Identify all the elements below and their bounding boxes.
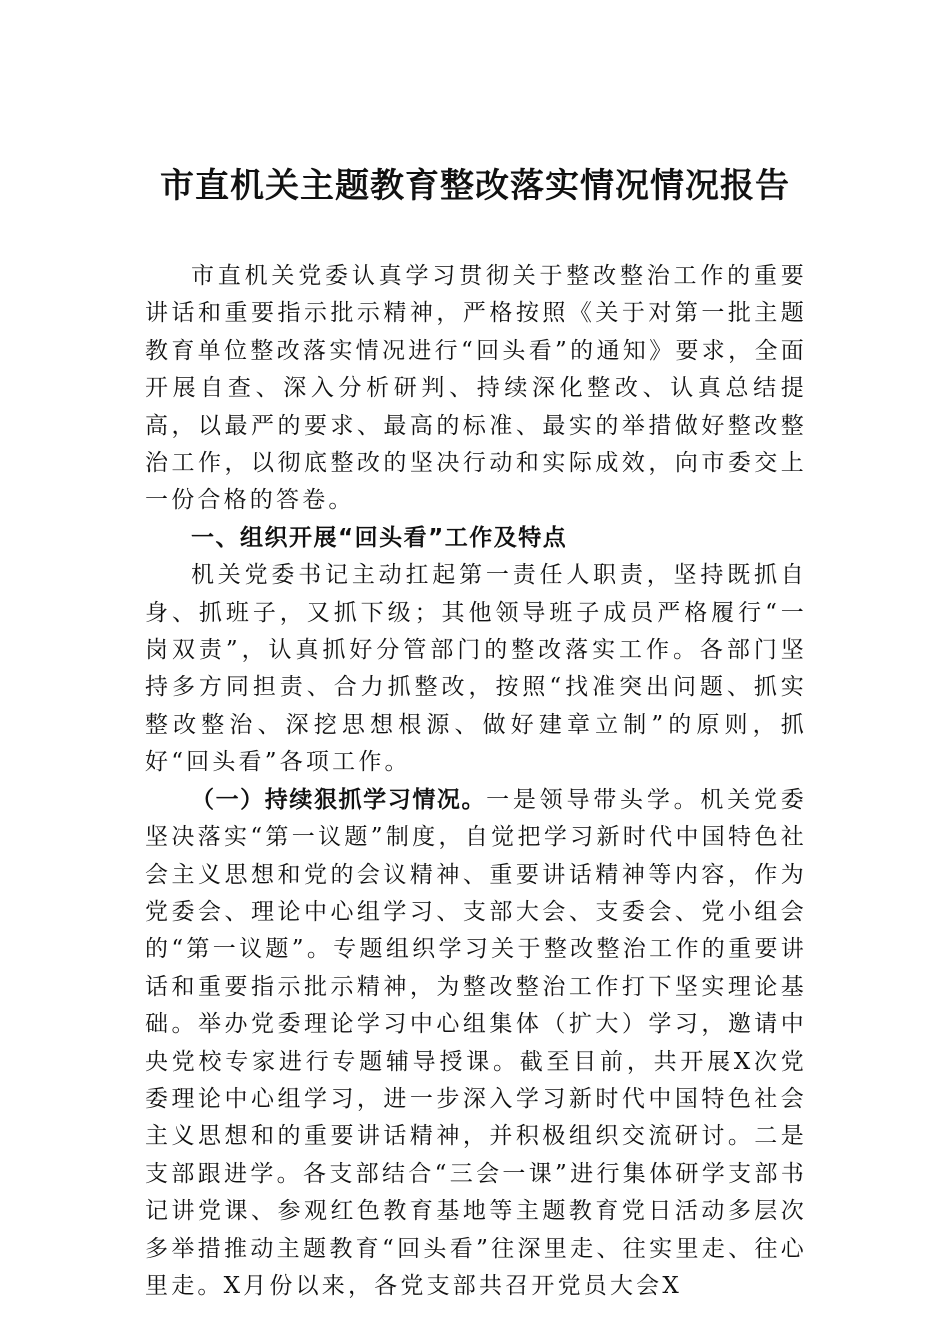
subsection-text: 一是领导带头学。机关党委坚决落实“第一议题”制度，自觉把学习新时代中国特色社会主义思想和党的会议精神、重要讲话精神等内容，作为党委会、理论中心组学习、支部大会、支委会、党小组会的“第一议题”。专题组织学习关于整改整治工作的重要讲话和重要指示批示精神，为整改整治工作打下坚实理论基础。举办党委理论学习中心组集体（扩大）学习，邀请中央党校专家进行专题辅导授课。截至目前，共开展X次党委理论中心组学习，进一步深入学习新时代中国特色社会主义思想和的重要讲话精神，并积极组织交流研讨。二是支部跟进学。各支部结合“三会一课”进行集体研学支部书记讲党课、参观红色教育基地等主题教育党日活动多层次多举措推动主题教育“回头看”往深里走、往实里走、往心里走。X月份以来，各党支部共召开党员大会X: [145, 786, 807, 1299]
intro-paragraph: 市直机关党委认真学习贯彻关于整改整治工作的重要讲话和重要指示批示精神，严格按照《关于对第一批主题教育单位整改落实情况进行“回头看”的通知》要求，全面开展自查、深入分析研判、持续深化整改、认真总结提高，以最严的要求、最高的标准、最实的举措做好整改整治工作，以彻底整改的坚决行动和实际成效，向市委交上一份合格的答卷。: [145, 263, 807, 514]
document-body: [145, 258, 807, 1305]
subsection-heading: （一）持续狠抓学习情况。: [191, 786, 487, 813]
subsection-paragraph: [145, 782, 807, 1306]
document-title: 市直机关主题教育整改落实情况情况报告: [160, 166, 790, 206]
section-paragraph: 机关党委书记主动扛起第一责任人职责，坚持既抓自身、抓班子，又抓下级；其他领导班子成员严格履行“一岗双责”，认真抓好分管部门的整改落实工作。各部门坚持多方同担责、合力抓整改，按照“找准突出问题、抓实整改整治、深挖思想根源、做好建章立制”的原则，抓好“回头看”各项工作。: [145, 562, 807, 776]
section-heading: 一、组织开展“回头看”工作及特点: [191, 524, 568, 551]
